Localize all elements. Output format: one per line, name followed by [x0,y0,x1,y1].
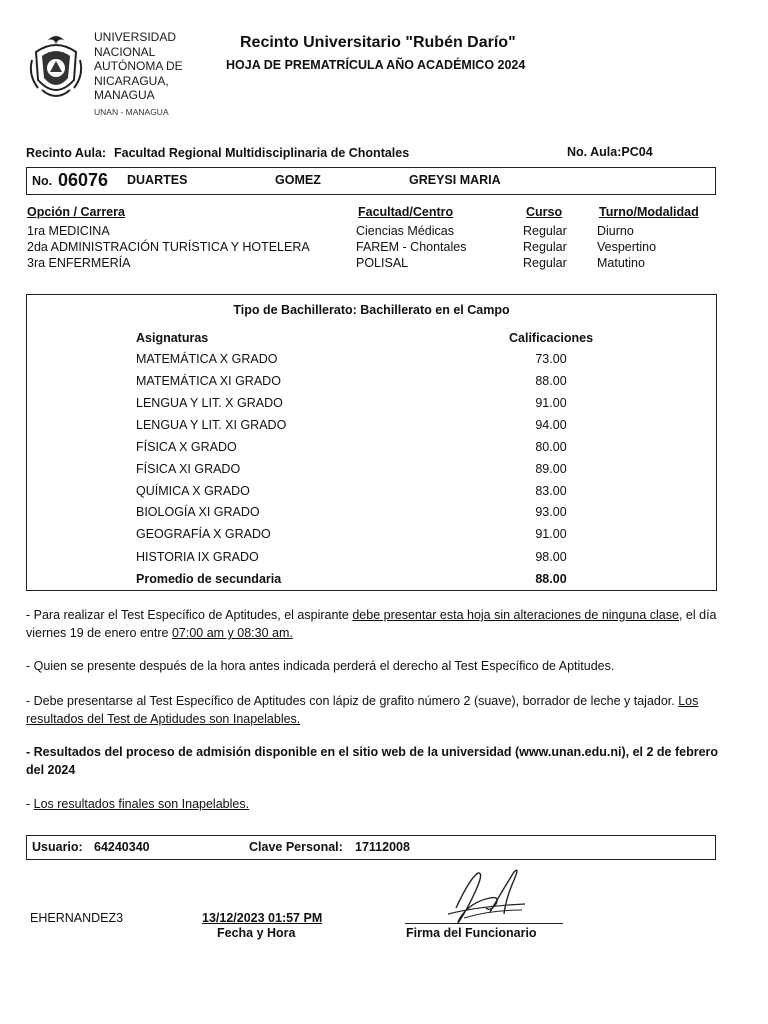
subject-name: BIOLOGÍA XI GRADO [136,505,260,519]
note-final-results [26,795,726,813]
student-first-surname: DUARTES [127,173,188,187]
bachillerato-type: Tipo de Bachillerato: Bachillerato en el Campo [233,303,510,317]
recinto-aula-value: Facultad Regional Multidisciplinaria de Chontales [114,146,410,160]
subject-grade: 83.00 [535,484,567,498]
career-shift: Vespertino [597,240,657,254]
subject-name: HISTORIA IX GRADO [136,550,259,564]
note-text-underlined: Los resultados del Test de Aptidudes son Inapelables. [26,694,699,726]
note-text-underlined: debe presentar esta hoja sin alteraciones de ninguna clase [352,608,679,622]
career-course: Regular [523,224,567,238]
subject-name: FÍSICA XI GRADO [136,462,241,476]
user-box [26,835,716,860]
document-title: HOJA DE PREMATRÍCULA AÑO ACADÉMICO 2024 [226,58,526,72]
career-option: 1ra MEDICINA [27,224,110,238]
student-box [26,167,716,195]
subject-grade: 73.00 [535,352,567,366]
career-shift: Matutino [597,256,645,270]
student-given-names: GREYSI MARIA [409,173,501,187]
student-no-label: No. [32,174,53,188]
subject-name: GEOGRAFÍA X GRADO [136,527,271,541]
subject-name: LENGUA Y LIT. X GRADO [136,396,283,410]
university-acronym: UNAN - MANAGUA [94,107,169,117]
issue-datetime: 13/12/2023 01:57 PM [202,911,323,925]
career-option: 2da ADMINISTRACIÓN TURÍSTICA Y HOTELERA [27,240,310,254]
university-seal-logo [28,30,84,110]
subject-grade: 93.00 [535,505,567,519]
university-name-line: MANAGUA [94,88,155,102]
university-name-line: NACIONAL [94,44,156,59]
subject-grade: 94.00 [535,418,567,432]
career-header-course: Curso [526,205,563,219]
university-name-line: NICARAGUA, [94,73,169,88]
subject-name: MATEMÁTICA X GRADO [136,352,278,366]
subject-grade: 89.00 [535,462,567,476]
datetime-label: Fecha y Hora [217,926,296,940]
aula-number: No. Aula:PC04 [567,145,653,159]
note-materials [26,692,726,728]
note-text-underlined: 07:00 am y 08:30 am. [171,626,293,640]
note-test-schedule [26,606,726,642]
subjects-header: Asignaturas [136,331,209,345]
career-faculty: POLISAL [356,256,409,270]
career-faculty: Ciencias Médicas [356,224,454,238]
recinto-aula-label: Recinto Aula: [26,146,107,160]
subject-name: FÍSICA X GRADO [136,440,237,454]
signature-label: Firma del Funcionario [406,926,537,940]
subject-grade: 91.00 [535,527,567,541]
subject-name: LENGUA Y LIT. XI GRADO [136,418,287,432]
note-text: , el día viernes 19 de enero entre [26,608,717,640]
note-late-arrival: - Quien se presente después de la hora antes indicada perderá el derecho al Test Específico de Aptitudes. [26,659,615,673]
recinto-title: Recinto Universitario "Rubén Darío" [240,34,516,51]
subject-name: QUÍMICA X GRADO [136,484,250,498]
subject-grade: 91.00 [535,396,567,410]
signature-line [405,923,563,924]
student-number: 06076 [58,170,109,190]
subject-name: MATEMÁTICA XI GRADO [136,374,281,388]
subject-grade: 98.00 [535,550,567,564]
career-option: 3ra ENFERMERÍA [27,256,131,270]
career-header-option: Opción / Carrera [27,205,125,219]
career-course: Regular [523,240,567,254]
note-text: - Debe presentarse al Test Específico de Aptitudes con lápiz de grafito número 2 (suave), borrador de leche y tajador. [26,694,679,708]
personal-key-value: 17112008 [355,840,410,854]
note-results-date: - Resultados del proceso de admisión disponible en el sitio web de la universidad (www.unan.edu.ni), el 2 de febrero del 2024 [26,745,719,777]
personal-key-label: Clave Personal: [249,840,343,854]
university-name-line: UNIVERSIDAD [94,30,177,44]
university-name-line: AUTÓNOMA DE [94,59,183,73]
career-course: Regular [523,256,567,270]
subject-grade: 88.00 [535,374,567,388]
career-faculty: FAREM - Chontales [356,240,467,254]
grades-box [26,294,717,591]
career-header-faculty: Facultad/Centro [358,205,454,219]
student-second-surname: GOMEZ [275,173,321,187]
user-value: 64240340 [94,840,150,854]
note-text: - Para realizar el Test Específico de Aptitudes, el aspirante [26,608,353,622]
average-value: 88.00 [535,572,567,586]
average-label: Promedio de secundaria [136,572,282,586]
career-shift: Diurno [597,224,634,238]
user-label: Usuario: [32,840,83,854]
note-text-underlined: Los resultados finales son Inapelables. [33,797,250,811]
grades-header: Calificaciones [509,331,594,345]
university-name [94,30,183,103]
operator-username: EHERNANDEZ3 [30,911,124,925]
note-text: - [26,797,34,811]
subject-grade: 80.00 [535,440,567,454]
career-header-shift: Turno/Modalidad [599,205,699,219]
